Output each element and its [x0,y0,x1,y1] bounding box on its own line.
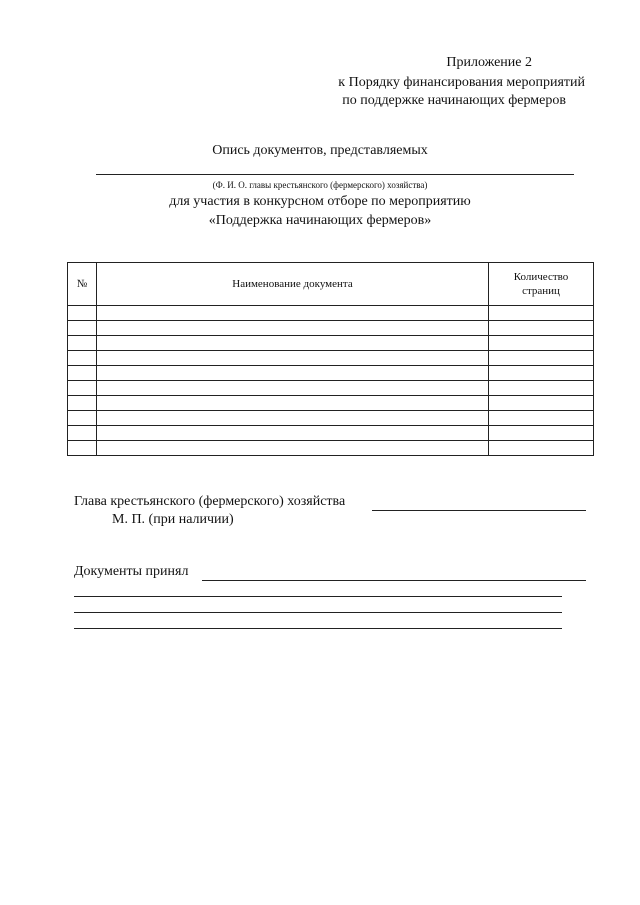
cell-document-name [97,351,489,366]
table-body [68,306,594,456]
farmer-name-caption: (Ф. И. О. главы крестьянского (фермерского) хозяйства) [212,180,428,190]
table-row [68,411,594,426]
documents-accepted-rule [202,580,586,581]
farm-head-signature-label: Глава крестьянского (фермерского) хозяйства [74,494,346,509]
header-document-name: Наименование документа [97,263,489,306]
cell-document-name [97,366,489,381]
cell-number [68,366,97,381]
cell-page-count [489,336,594,351]
cell-page-count [489,366,594,381]
appendix-title: Приложение 2 [446,55,532,70]
appendix-subtitle-line-2: по поддержке начинающих фермеров [342,93,566,108]
cell-number [68,426,97,441]
cell-number [68,321,97,336]
table-row [68,351,594,366]
table-row [68,441,594,456]
cell-number [68,441,97,456]
cell-page-count [489,351,594,366]
cell-page-count [489,381,594,396]
contest-description-line-2: «Поддержка начинающих фермеров» [208,213,432,228]
inventory-title: Опись документов, представляемых [212,143,428,158]
cell-document-name [97,321,489,336]
header-page-count-line-1: Количество [513,271,569,283]
cell-number [68,351,97,366]
cell-document-name [97,426,489,441]
table-header-row [68,263,594,306]
cell-document-name [97,336,489,351]
header-number: № [68,263,97,306]
acceptor-details-rule-1 [74,596,562,597]
table-row [68,381,594,396]
cell-number [68,306,97,321]
table-row [68,366,594,381]
cell-page-count [489,306,594,321]
cell-document-name [97,396,489,411]
table-row [68,306,594,321]
header-page-count-line-2: страниц [522,285,560,297]
cell-document-name [97,441,489,456]
acceptor-details-rule-3 [74,628,562,629]
cell-document-name [97,306,489,321]
contest-description-line-1: для участия в конкурсном отборе по мероприятию [169,194,471,209]
cell-page-count [489,411,594,426]
cell-document-name [97,381,489,396]
table-row [68,321,594,336]
table-row [68,396,594,411]
acceptor-details-rule-2 [74,612,562,613]
table-row [68,336,594,351]
cell-document-name [97,411,489,426]
cell-page-count [489,441,594,456]
cell-page-count [489,396,594,411]
farm-head-signature-rule [372,510,586,511]
cell-number [68,411,97,426]
cell-page-count [489,426,594,441]
documents-accepted-label: Документы принял [74,564,189,579]
header-page-count [489,263,594,306]
cell-number [68,336,97,351]
cell-number [68,396,97,411]
stamp-label: М. П. (при наличии) [112,512,234,527]
table-row [68,426,594,441]
farmer-name-rule [96,174,574,175]
cell-number [68,381,97,396]
appendix-subtitle-line-1: к Порядку финансирования мероприятий [338,75,585,90]
cell-page-count [489,321,594,336]
documents-table [67,262,594,456]
